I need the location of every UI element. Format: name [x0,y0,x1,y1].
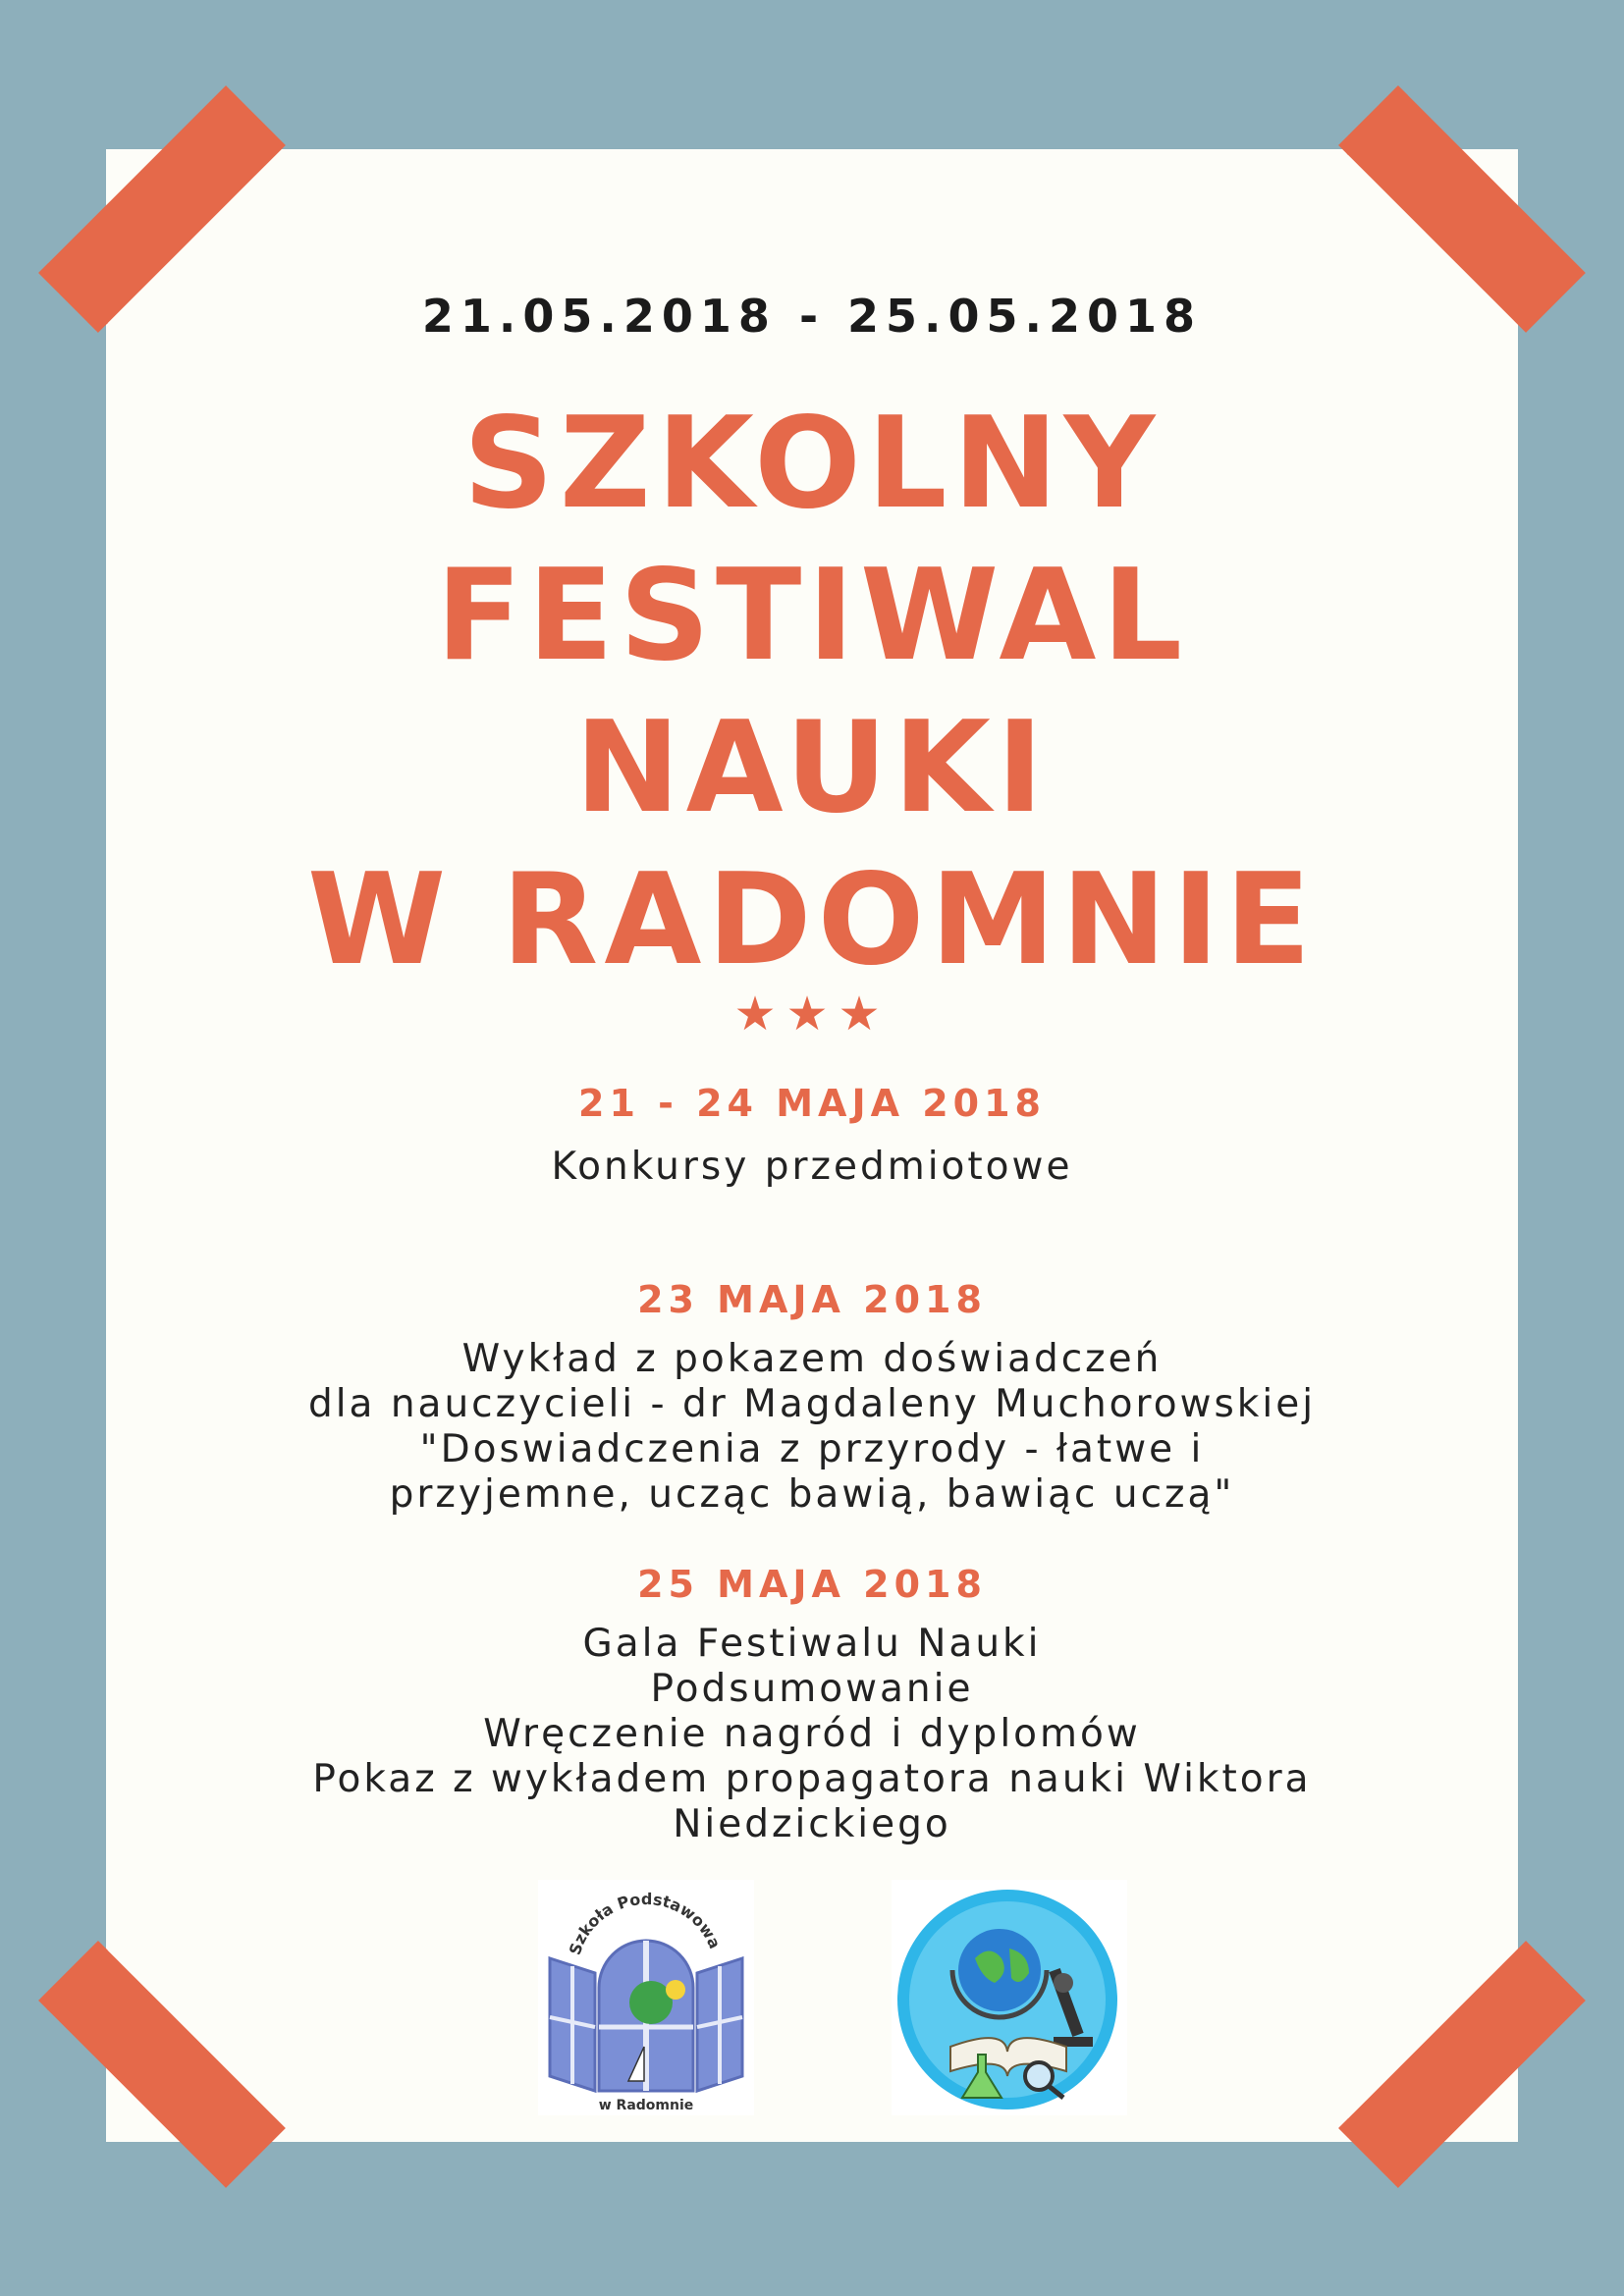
title-line: W RADOMNIE [307,847,1317,993]
section-line: Gala Festiwalu Nauki [582,1622,1042,1666]
section-line: Wykład z pokazem doświadczeń [461,1337,1163,1381]
section-heading: 25 MAJA 2018 [637,1563,987,1606]
school-window-icon [538,1880,754,2115]
event-dates: 21.05.2018 - 25.05.2018 [421,290,1203,343]
science-logo [892,1880,1127,2115]
section-line: przyjemne, ucząc bawią, bawiąc uczą" [389,1472,1235,1517]
section-body [0,1622,1624,1847]
section-line: Konkursy przedmiotowe [551,1145,1073,1189]
section-heading: 23 MAJA 2018 [637,1278,987,1321]
school-bottom-text: w Radomnie [598,2098,694,2113]
section-heading: 21 - 24 MAJA 2018 [578,1082,1046,1125]
school-arc-text: Szkoła Podstawowa [565,1889,725,1957]
section-line: "Doswiadczenia z przyrody - łatwe i [419,1427,1205,1471]
section-line: Wręczenie nagród i dyplomów [483,1712,1141,1756]
title-line: NAUKI [574,695,1050,841]
school-logo [538,1880,754,2115]
section-body [0,1337,1624,1518]
section-line: Niedzickiego [673,1802,951,1846]
stars-divider: ★★★ [733,987,891,1041]
title-line: FESTIWAL [435,543,1189,689]
poster-title [0,388,1624,996]
title-line: SZKOLNY [462,391,1162,537]
section-line: Pokaz z wykładem propagatora nauki Wiktora [312,1757,1312,1801]
section-line: dla nauczycieli - dr Magdaleny Muchorowskiej [307,1382,1317,1426]
globe-microscope-icon [892,1880,1127,2115]
section-line: Podsumowanie [650,1667,974,1711]
